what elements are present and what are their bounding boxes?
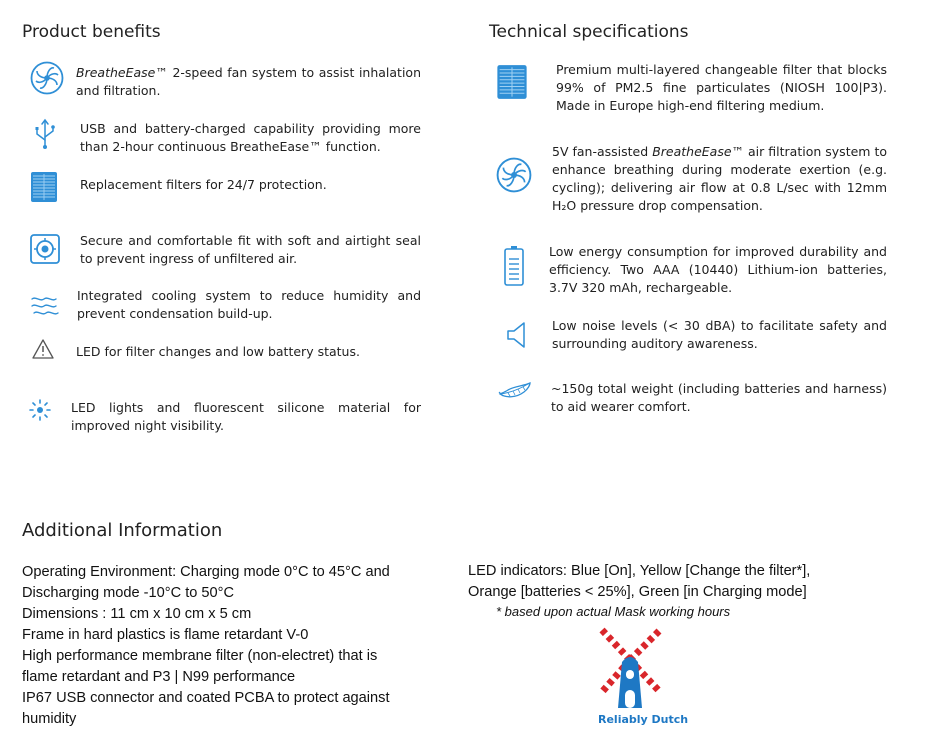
spec-fan-text: 5V fan-assisted BreatheEase™ air filtration system to enhance breathing during moderate exertion (e.g. cycling); delivering air flow at 0.8 L/sec with 12mm H₂O pressure drop compensation. xyxy=(552,144,887,213)
logo-text: Reliably Dutch xyxy=(598,713,689,726)
benefit-seal-text: Secure and comfortable fit with soft and airtight seal to prevent ingress of unfiltered air. xyxy=(80,233,421,266)
filter-icon xyxy=(496,64,528,100)
info-line: humidity xyxy=(22,711,77,727)
product-benefits-title: Product benefits xyxy=(22,22,161,42)
info-line: Operating Environment: Charging mode 0°C to 45°C and xyxy=(22,564,390,580)
info-line: IP67 USB connector and coated PCBA to protect against xyxy=(22,690,390,706)
info-line: Discharging mode -10°C to 50°C xyxy=(22,585,235,601)
feather-icon xyxy=(498,380,532,402)
fan-icon xyxy=(30,61,64,95)
spec-noise-text: Low noise levels (< 30 dBA) to facilitate safety and surrounding auditory awareness. xyxy=(552,318,887,351)
info-line: Dimensions : 11 cm x 10 cm x 5 cm xyxy=(22,606,252,622)
battery-icon xyxy=(503,245,525,287)
benefit-cooling-text: Integrated cooling system to reduce humidity and prevent condensation build-up. xyxy=(77,288,421,321)
usb-icon xyxy=(33,118,57,150)
windmill-logo-icon xyxy=(592,622,668,714)
additional-information-title: Additional Information xyxy=(22,520,223,541)
info-line: Frame in hard plastics is flame retardant V-0 xyxy=(22,627,309,643)
benefit-warning-text: LED for filter changes and low battery status. xyxy=(76,344,360,359)
footnote: * based upon actual Mask working hours xyxy=(496,604,731,619)
seal-icon xyxy=(29,233,61,265)
info-line: Orange [batteries < 25%], Green [in Charging mode] xyxy=(468,584,807,600)
filter-icon xyxy=(30,171,58,203)
speaker-icon xyxy=(505,320,531,350)
benefit-light-text: LED lights and fluorescent silicone material for improved night visibility. xyxy=(71,400,421,433)
info-line: flame retardant and P3 | N99 performance xyxy=(22,669,296,685)
light-icon xyxy=(28,398,52,422)
info-line: LED indicators: Blue [On], Yellow [Change the filter*], xyxy=(468,563,811,579)
cooling-icon xyxy=(30,294,62,318)
spec-filter-text: Premium multi-layered changeable filter that blocks 99% of PM2.5 fine particulates (NIOSH 100|P3). Made in Europe high-end filtering medium. xyxy=(556,62,887,113)
spec-battery-text: Low energy consumption for improved durability and efficiency. Two AAA (10440) Lithium-ion batteries, 3.7V 320 mAh, rechargeable. xyxy=(549,244,887,295)
benefit-fan-text: BreatheEase™ 2-speed fan system to assist inhalation and filtration. xyxy=(76,65,421,98)
warning-icon xyxy=(31,338,55,360)
additional-info-left xyxy=(22,562,390,730)
technical-specifications-title: Technical specifications xyxy=(489,22,689,42)
led-indicators-text xyxy=(468,561,810,603)
spec-weight-text: ~150g total weight (including batteries and harness) to aid wearer comfort. xyxy=(551,381,887,414)
benefit-filter-text: Replacement filters for 24/7 protection. xyxy=(80,177,327,192)
fan-icon xyxy=(496,157,532,193)
info-line: High performance membrane filter (non-electret) that is xyxy=(22,648,378,664)
benefit-usb-text: USB and battery-charged capability providing more than 2-hour continuous BreatheEase™ function. xyxy=(80,121,421,154)
